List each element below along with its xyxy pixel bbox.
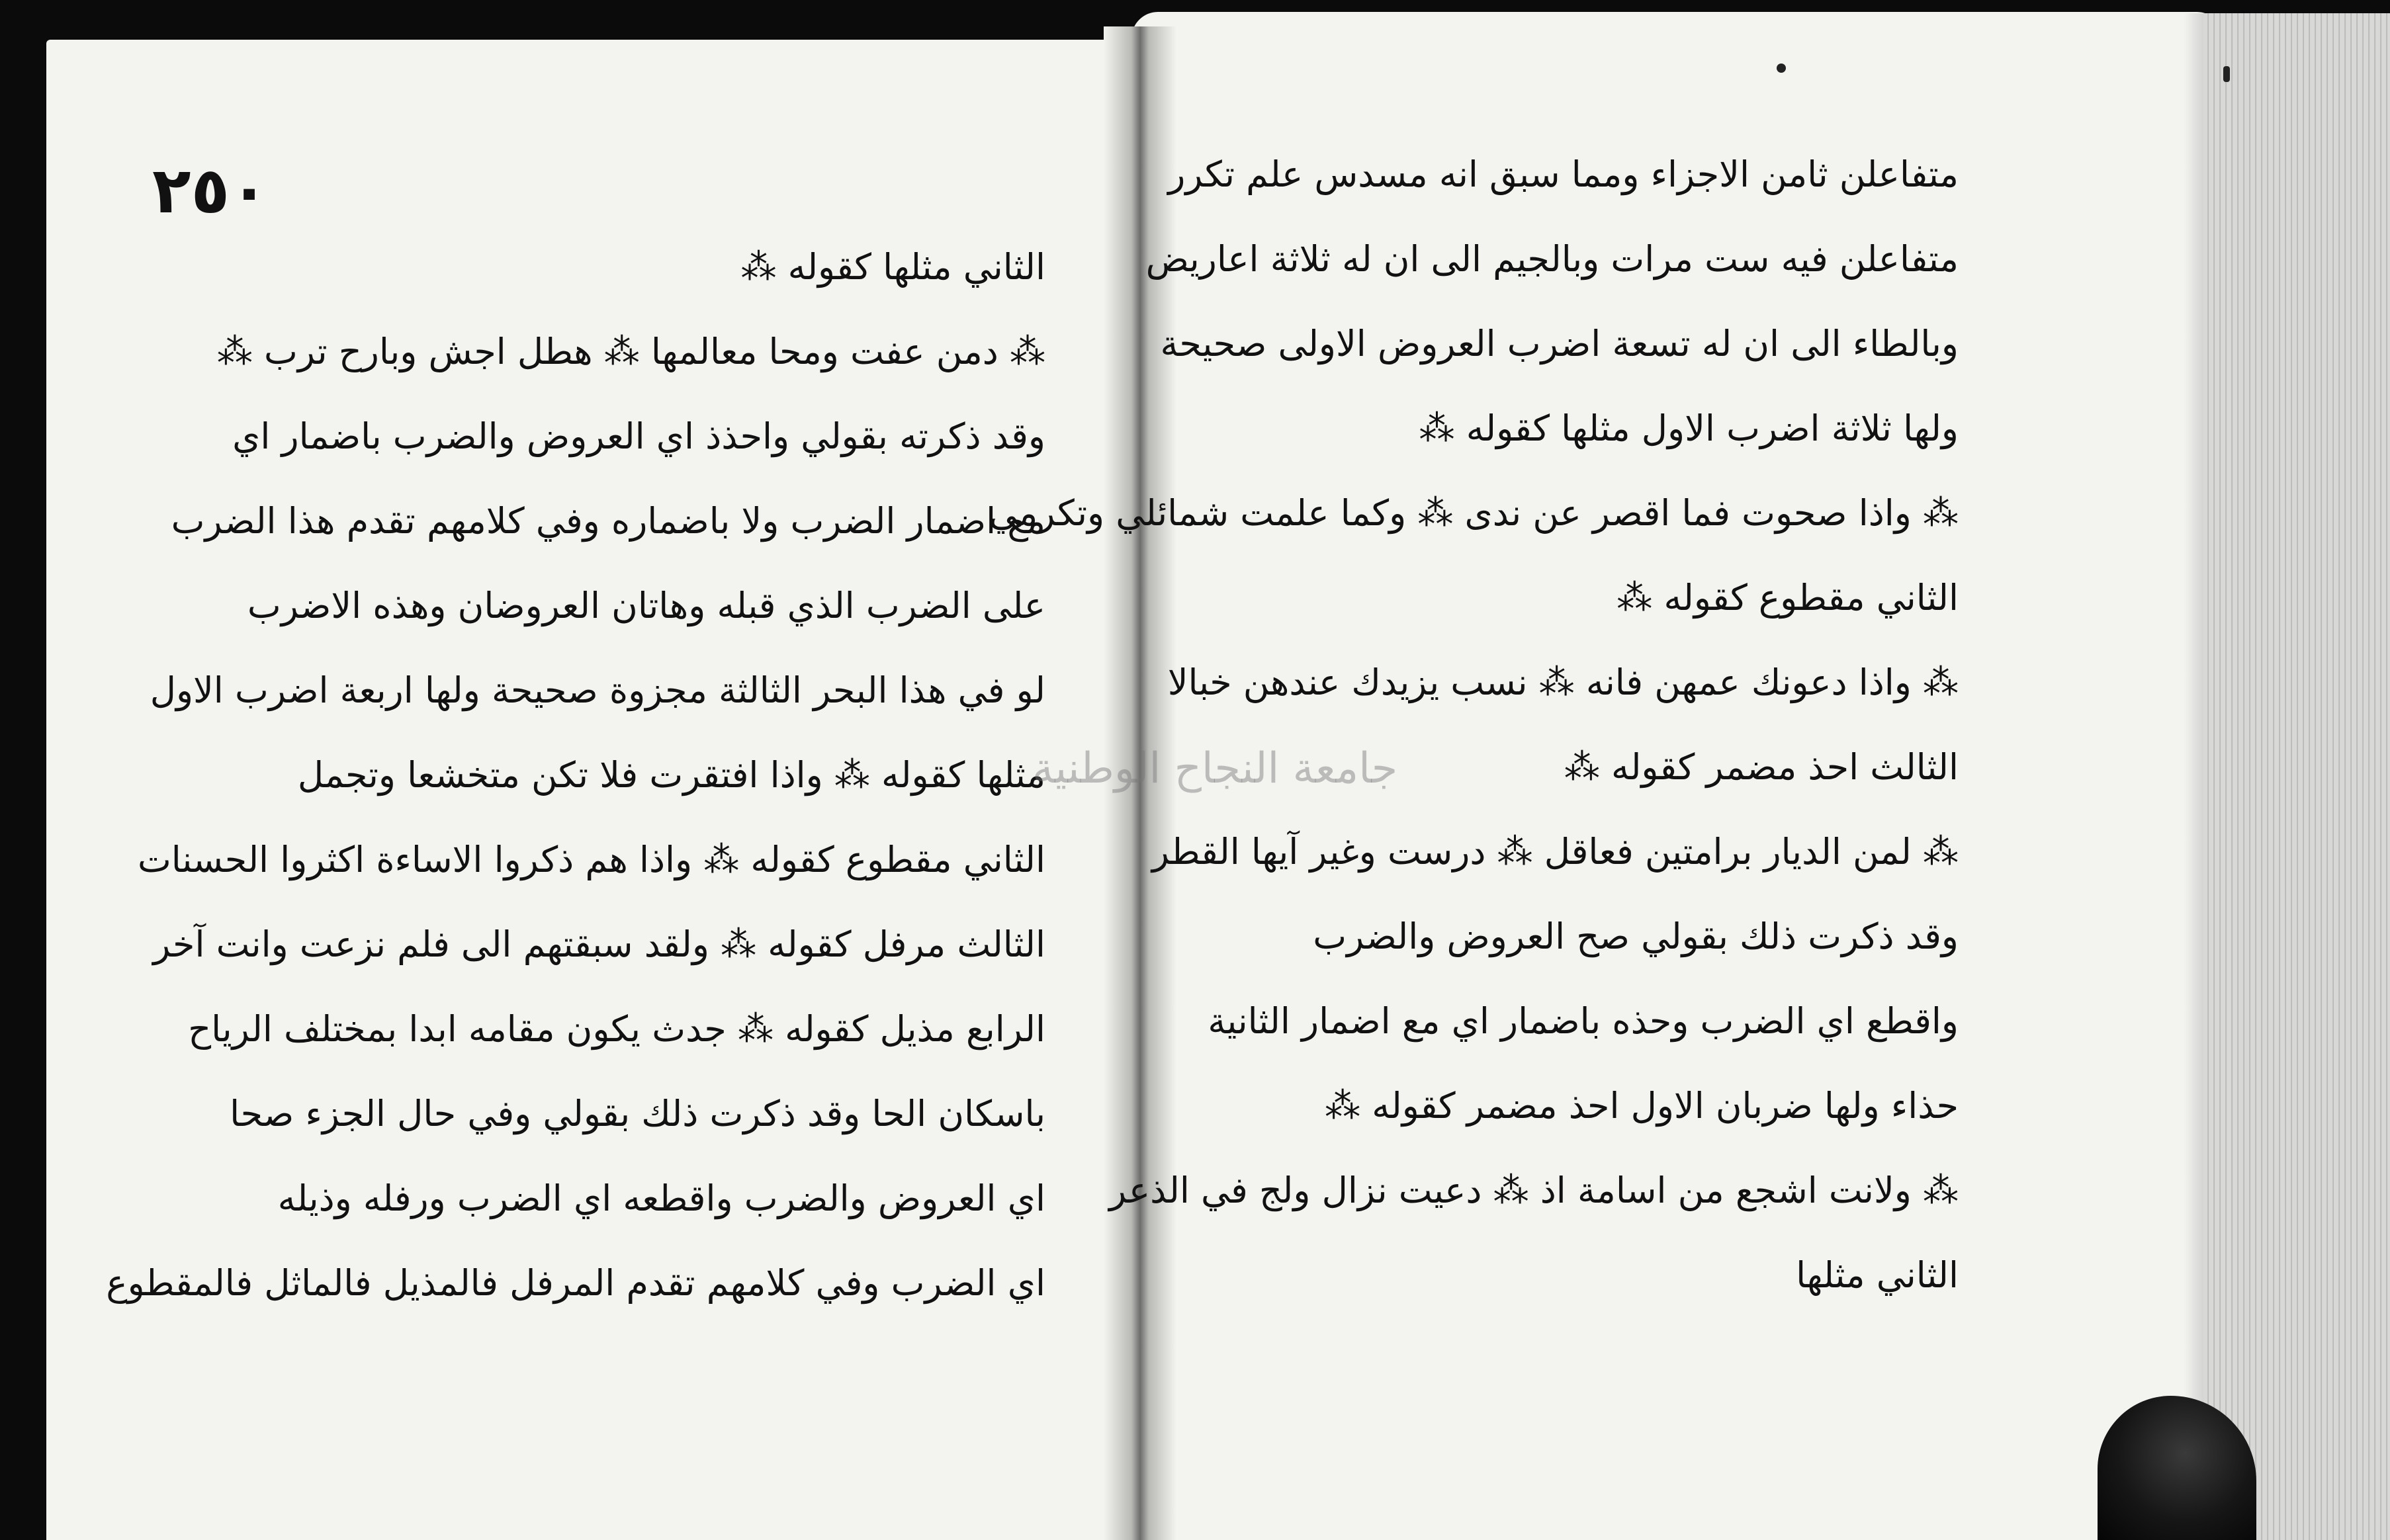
left-page-text-line: وقد ذكرته بقولي واحذذ اي العروض والضرب باضمار اي (232, 415, 1045, 457)
library-watermark: جامعة النجاح الوطنية (1032, 744, 1398, 793)
right-page-text-line: متفاعلن فيه ست مرات وبالجيم الى ان له ثلاثة اعاريض (1145, 238, 1959, 280)
right-page-text-line: ⁂ لمن الديار برامتين فعاقل ⁂ درست وغير آيها القطر (1151, 831, 1959, 873)
right-page-text-line: ولها ثلاثة اضرب الاول مثلها كقوله ⁂ (1419, 407, 1959, 449)
left-page-text-line: مع اضمار الضرب ولا باضماره وفي كلامهم تقدم هذا الضرب (171, 500, 1045, 542)
left-page-text-line: الثاني مقطوع كقوله ⁂ واذا هم ذكروا الاساءة اكثروا الحسنات (137, 839, 1045, 880)
right-page-text (989, 132, 1959, 1318)
right-page-text-line: واقطع اي الضرب وحذه باضمار اي مع اضمار الثانية (1208, 1000, 1959, 1042)
left-page-text-line: الثاني مثلها كقوله ⁂ (740, 246, 1045, 288)
right-page-text-line: الثاني مثلها (1796, 1254, 1959, 1296)
right-page-text-line: وقد ذكرت ذلك بقولي صح العروض والضرب (1313, 916, 1959, 957)
left-page-text-line: لو في هذا البحر الثالثة مجزوة صحيحة ولها اربعة اضرب الاول (150, 669, 1045, 711)
right-page-text-line: الثالث احذ مضمر كقوله ⁂ (1564, 746, 1959, 788)
left-page-text-line: على الضرب الذي قبله وهاتان العروضان وهذه الاضرب (247, 585, 1045, 626)
left-page-text-line: باسكان الحا وقد ذكرت ذلك بقولي وفي حال الجزء صحا (230, 1093, 1045, 1134)
left-page-text-line: الرابع مذيل كقوله ⁂ جدث يكون مقامه ابدا بمختلف الرياح (188, 1008, 1045, 1050)
left-page-text-line: اي العروض والضرب واقطعه اي الضرب ورفله وذيله (277, 1177, 1045, 1219)
left-page-text-line: ⁂ دمن عفت ومحا معالمها ⁂ هطل اجش وبارح ترب ⁂ (216, 331, 1045, 372)
right-page-text-line: حذاء ولها ضربان الاول احذ مضمر كقوله ⁂ (1325, 1085, 1959, 1127)
right-page-text-line: ⁂ واذا صحوت فما اقصر عن ندى ⁂ وكما علمت شمائلي وتكرمي (989, 492, 1959, 534)
ink-dot (1777, 64, 1786, 73)
right-page-text-line: وبالطاء الى ان له تسعة اضرب العروض الاولى صحيحة (1160, 323, 1959, 364)
right-page-text-line: متفاعلن ثامن الاجزاء ومما سبق انه مسدس علم تكرر (1168, 153, 1959, 195)
left-page-text-line: الثالث مرفل كقوله ⁂ ولقد سبقتهم الى فلم نزعت وانت آخر (153, 923, 1045, 965)
right-page-text-line: ⁂ ولانت اشجع من اسامة اذ ⁂ دعيت نزال ولج في الذعر (1109, 1170, 1959, 1211)
page-edge-stack (2203, 13, 2390, 1540)
page-number: ٢٥٠ (152, 153, 269, 228)
left-page-text-line: مثلها كقوله ⁂ واذا افتقرت فلا تكن متخشعا وتجمل (297, 754, 1045, 796)
ink-mark (2223, 66, 2230, 82)
left-page-text-line: اي الضرب وفي كلامهم تقدم المرفل فالمذيل فالماثل فالمقطوع (106, 1262, 1045, 1304)
right-page-text-line: ⁂ واذا دعونك عمهن فانه ⁂ نسب يزيدك عندهن خبالا (1167, 662, 1959, 703)
right-page-text-line: الثاني مقطوع كقوله ⁂ (1616, 577, 1959, 619)
left-page-text (106, 225, 1045, 1326)
